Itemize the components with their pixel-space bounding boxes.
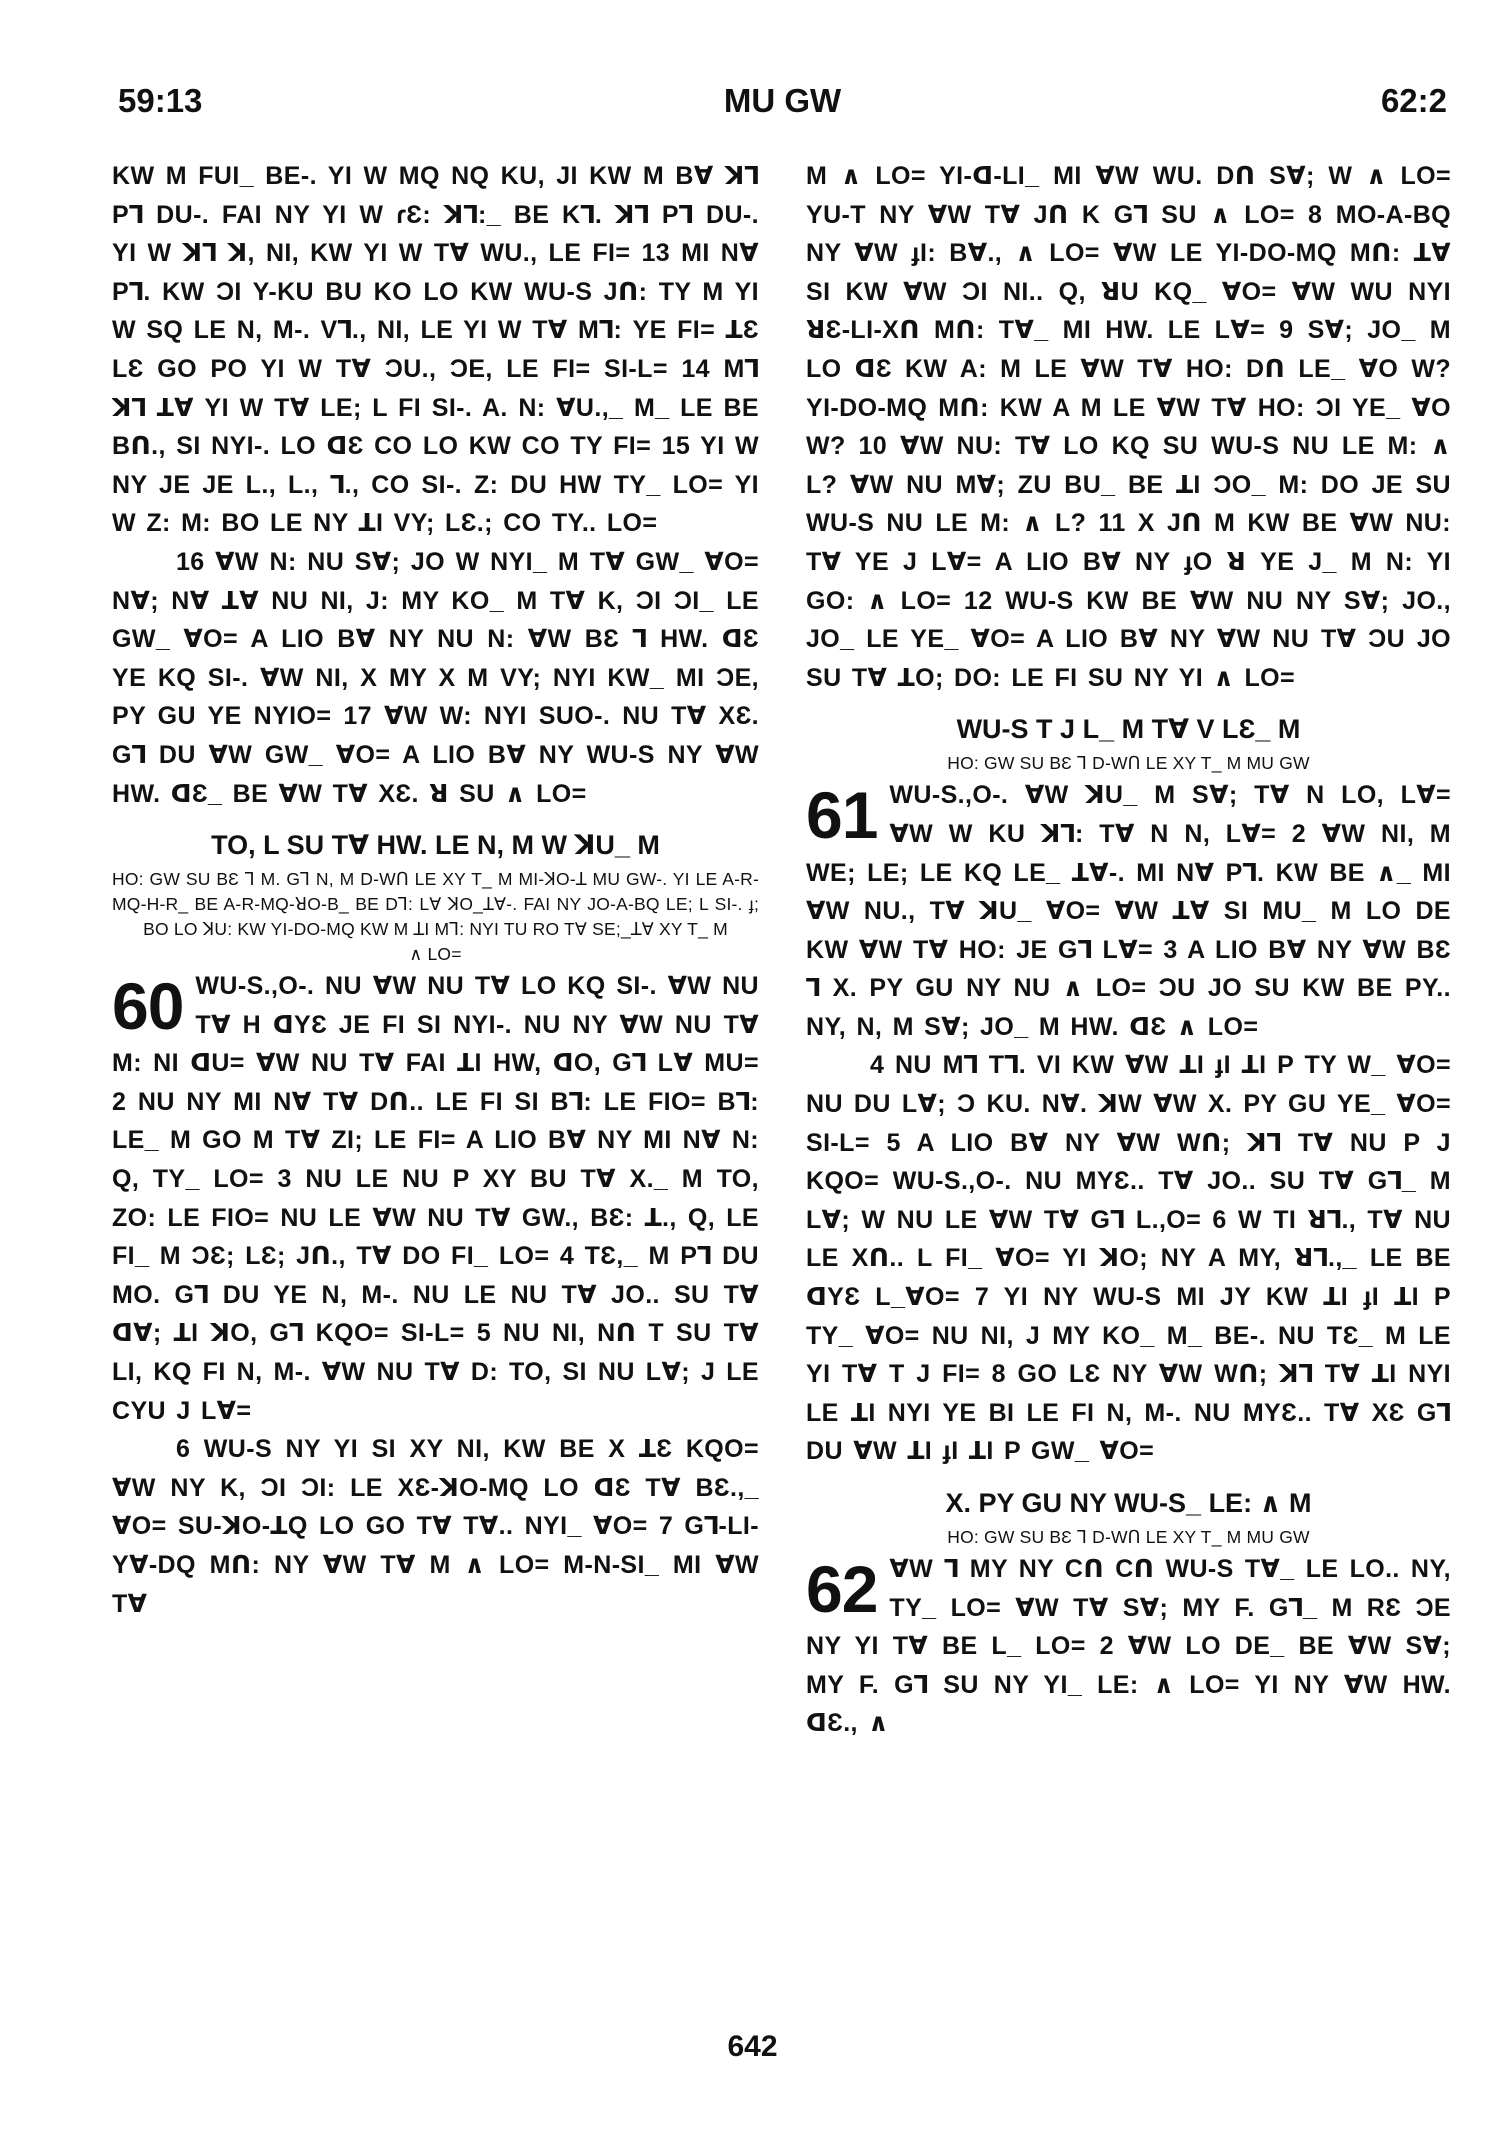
right-column xyxy=(806,157,1451,2017)
paragraph: 16 ∀W N: NU S∀; JO W NYI_ M T∀ GW_ ∀O= N∀; N∀ ꓕ∀ NU NI, J: MY KO_ M T∀ K, ƆI ƆI_ LE GW_ ∀O= A LIO B∀ NY NU N: ∀W BƐ ꓶ HW. ꓷƐ YE KQ SI-. ∀W NI, X MY X M VY; NYI KW_ MI ƆE, PY GU YE NYIO= 17 ∀W W: NYI SUO-. NU T∀ XƐ. Gꓶ DU ∀W GW_ ∀O= A LIO B∀ NY WU-S NY ∀W HW. ꓷƐ_ BE ∀W T∀ XƐ. ꓤ SU ∧ LO= xyxy=(112,547,759,808)
section-heading: TO, L SU T∀ HW. LE N, M W ꓘU_ M xyxy=(211,830,660,861)
section-superscription: HO: GW SU BƐ ꓶ M. Gꓶ N, M D-Wꓵ LE XY T_ M MI-ꓘO-ꓕ MU GW-. YI LE A-R-MQ-H-R_ BE A-R-MQ-ꓤO-B_ BE Dꓶ: L∀ ꓘO_ꓕ∀-. FAI NY JO-A-BQ LE; L SI-. ɟ; BO LO ꓘU: KW YI-DO-MQ KW M ꓕI Mꓶ: NYI TU RO T∀ SE;_ꓕ∀ XY T_ M xyxy=(112,869,759,940)
paragraph: WU-S.,O-. ∀W ꓘU_ M S∀; T∀ N LO, L∀= ∀W W KU ꓘꓶ: T∀ N N, L∀= 2 ∀W NI, M WE; LE; LE KQ LE_ ꓕ∀-. MI N∀ Pꓶ. KW BE ∧_ MI ∀W NU., T∀ ꓘU_ ∀O= ∀W ꓕ∀ SI MU_ M LO DE KW ∀W T∀ HO: JE Gꓶ L∀= 3 A LIO B∀ NY ∀W BƐ ꓶ X. PY GU NY NU ∧ LO= ƆU JO SU KW BE PY.. NY, N, M S∀; JO_ M HW. ꓷƐ ∧ LO= xyxy=(806,781,1451,1041)
section-heading: WU-S T J L_ M T∀ V LƐ_ M xyxy=(956,714,1301,745)
header-chapter-right: 62:2 xyxy=(1380,82,1447,119)
paragraph: KW M FUI_ BE-. YI W MQ NQ KU, JI KW M B∀ ꓘꓶ Pꓶ DU-. FAI NY YI W ɾƐ: ꓘꓶ:_ BE Kꓶ. ꓘꓶ Pꓶ DU-. YI W ꓘꓶ ꓘ, NI, KW YI W T∀ WU., LE FI= 13 MI N∀ Pꓶ. KW ƆI Y-KU BU KO LO KW WU-S Jꓵ: TY M YI W SQ LE N, M-. Vꓶ., NI, LE YI W T∀ Mꓶ: YE FI= ꓕƐ LƐ GO PO YI W T∀ ƆU., ƆE, LE FI= SI-L= 14 Mꓶ ꓘꓶ ꓕ∀ YI W T∀ LE; L FI SI-. A. N: ∀U.,_ M_ LE BE Bꓵ., SI NYI-. LO ꓷƐ CO LO KW CO TY FI= 15 YI W NY JE JE L., L., ꓶ., CO SI-. Z: DU HW TY_ LO= YI W Z: M: BO LE NY ꓕI VY; LƐ.; CO TY.. LO= xyxy=(112,162,759,538)
running-header xyxy=(118,82,1447,122)
section-superscription-end: ∧ LO= xyxy=(409,944,462,965)
paragraph: 6 WU-S NY YI SI XY NI, KW BE X ꓕƐ KQO= ∀W NY K, ƆI ƆI: LE XƐ-ꓘO-MQ LO ꓷƐ T∀ BƐ.,_ ∀O= SU-ꓘO-ꓕQ LO GO T∀ T∀.. NYI_ ∀O= 7 Gꓶ-LI-Y∀-DQ Mꓵ: NY ∀W T∀ M ∧ LO= M-N-SI_ MI ∀W T∀ xyxy=(112,1435,759,1618)
chapter-number: 60 xyxy=(112,969,184,1044)
chapter-number: 62 xyxy=(806,1552,878,1626)
chapter-number: 61 xyxy=(806,778,878,853)
section-superscription: HO: GW SU BƐ ꓶ D-Wꓵ LE XY T_ M MU GW xyxy=(947,753,1310,774)
page-number: 642 xyxy=(727,2030,778,2063)
header-chapter-left: 59:13 xyxy=(118,82,203,119)
section-heading: X. PY GU NY WU-S_ LE: ∧ M xyxy=(945,1488,1312,1518)
paragraph: M ∧ LO= YI-ꓷ-LI_ MI ∀W WU. Dꓵ S∀; W ∧ LO= YU-T NY ∀W T∀ Jꓵ K Gꓶ SU ∧ LO= 8 MO-A-BQ NY ∀W ɟI: B∀., ∧ LO= ∀W LE YI-DO-MQ Mꓵ: ꓕ∀ SI KW ∀W ƆI NI.. Q, ꓤU KQ_ ∀O= ∀W WU NYI ꓤƐ-LI-Xꓵ Mꓵ: T∀_ MI HW. LE L∀= 9 S∀; JO_ M LO ꓷƐ KW A: M LE ∀W T∀ HO: Dꓵ LE_ ∀O W? YI-DO-MQ Mꓵ: KW A M LE ∀W T∀ HO: ƆI YE_ ∀O W? 10 ∀W NU: T∀ LO KQ SU WU-S NU LE M: ∧ L? ∀W NU M∀; ZU BU_ BE ꓕI ƆO_ M: DO JE SU WU-S NU LE M: ∧ L? 11 X Jꓵ M KW BE ∀W NU: T∀ YE J L∀= A LIO B∀ NY ɟO ꓤ YE J_ M N: YI GO: ∧ LO= 12 WU-S KW BE ∀W NU NY S∀; JO., JO_ LE YE_ ∀O= A LIO B∀ NY ∀W NU T∀ ƆU JO SU T∀ ꓕO; DO: LE FI SU NY YI ∧ LO= xyxy=(806,162,1451,692)
paragraph: ∀W ꓶ MY NY Cꓵ Cꓵ WU-S T∀_ LE LO.. NY, TY_ LO= ∀W T∀ S∀; MY F. Gꓶ_ M RƐ ƆE NY YI T∀ BE L_ LO= 2 ∀W LO DE_ BE ∀W S∀; MY F. Gꓶ SU NY YI_ LE: ∧ LO= YI NY ∀W HW. ꓷƐ., ∧ xyxy=(806,1555,1451,1738)
left-column xyxy=(112,157,759,2017)
header-book-title: MU GW xyxy=(723,82,842,119)
paragraph: 4 NU Mꓶ Tꓶ. VI KW ∀W ꓕI ɟI ꓕI P TY W_ ∀O= NU DU L∀; Ɔ KU. N∀. ꓘW ∀W X. PY GU YE_ ∀O= SI-L= 5 A LIO B∀ NY ∀W Wꓵ; ꓘꓶ T∀ NU P J KQO= WU-S.,O-. NU MYƐ.. T∀ JO.. SU T∀ Gꓶ_ M L∀; W NU LE ∀W T∀ Gꓶ L.,O= 6 W TI ꓤꓶ., T∀ NU LE Xꓵ.. L FI_ ∀O= YI ꓘO; NY A MY, ꓤꓶ.,_ LE BE ꓷYƐ L_∀O= 7 YI NY WU-S MI JY KW ꓕI ɟI ꓕI P TY_ ∀O= NU NI, J MY KO_ M_ BE-. NU TƐ_ M LE YI T∀ T J FI= 8 GO LƐ NY ∀W Wꓵ; ꓘꓶ T∀ ꓕI NYI LE ꓕI NYI YE BI LE FI N, M-. NU MYƐ.. T∀ XƐ Gꓶ DU ∀W ꓕI ɟI ꓕI P GW_ ∀O= xyxy=(806,1051,1451,1466)
section-superscription: HO: GW SU BƐ ꓶ D-Wꓵ LE XY T_ M MU GW xyxy=(947,1527,1310,1547)
paragraph: WU-S.,O-. NU ∀W NU T∀ LO KQ SI-. ∀W NU T∀ H ꓷYƐ JE FI SI NYI-. NU NY ∀W NU T∀ M: NI ꓷU= ∀W NU T∀ FAI ꓕI HW, ꓷO, Gꓶ L∀ MU= 2 NU NY MI N∀ T∀ Dꓵ.. LE FI SI Bꓶ: LE FIO= Bꓶ: LE_ M GO M T∀ ZI; LE FI= A LIO B∀ NY MI N∀ N: Q, TY_ LO= 3 NU LE NU P XY BU T∀ X._ M TO, ZO: LE FIO= NU LE ∀W NU T∀ GW., BƐ: ꓕ., Q, LE FI_ M ƆƐ; LƐ; Jꓵ., T∀ DO FI_ LO= 4 TƐ,_ M Pꓶ DU MO. Gꓶ DU YE N, M-. NU LE NU T∀ JO.. SU T∀ ꓷ∀; ꓕI ꓘO, Gꓶ KQO= SI-L= 5 NU NI, Nꓵ T SU T∀ LI, KQ FI N, M-. ∀W NU T∀ D: TO, SI NU L∀; J LE CYU J L∀= xyxy=(112,972,759,1425)
